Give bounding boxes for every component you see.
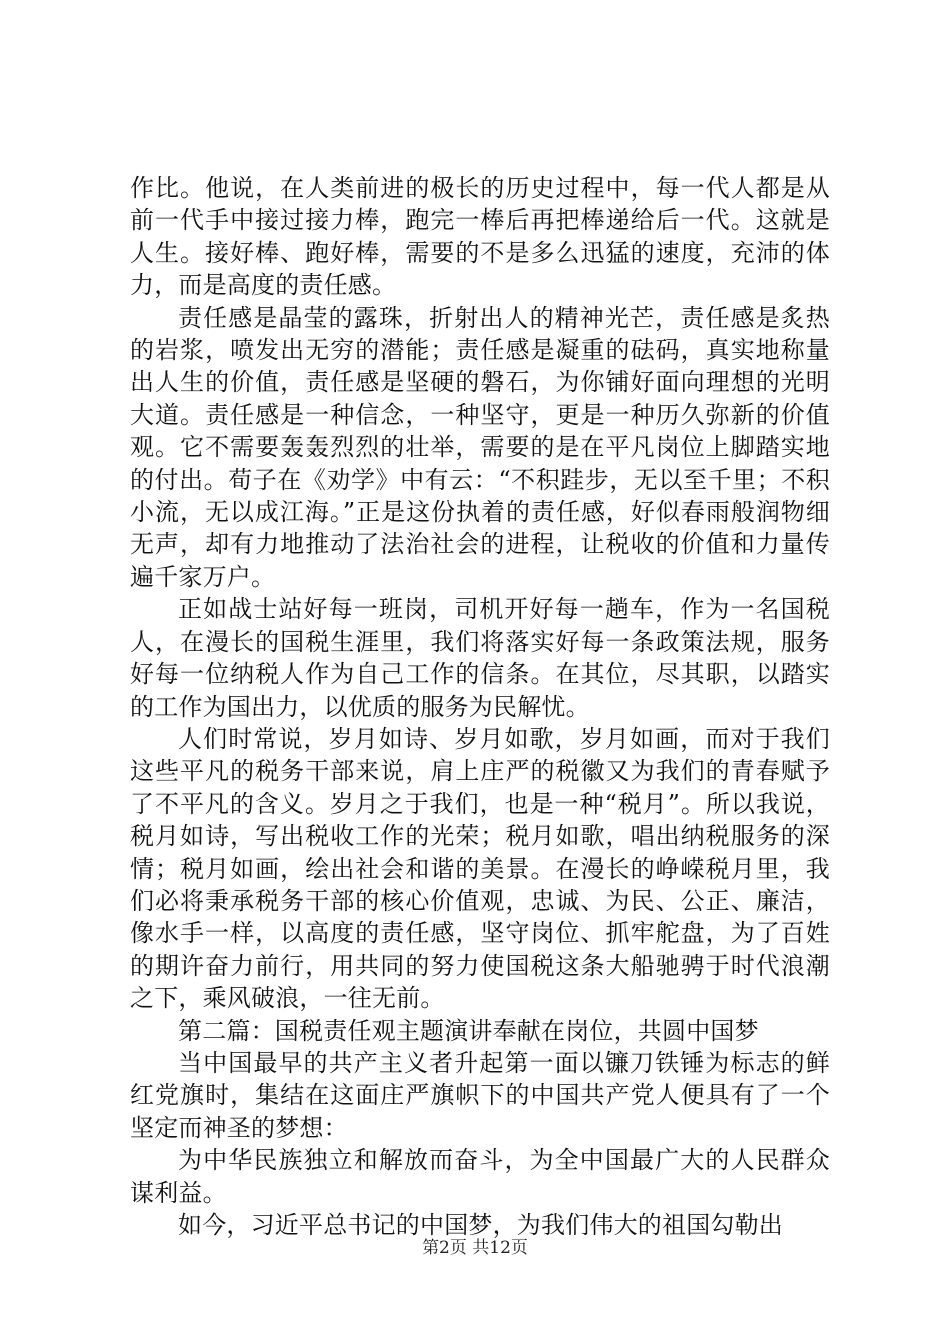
paragraph-1: 作比。他说，在人类前进的极长的历史过程中，每一代人都是从前一代手中接过接力棒，跑完一棒后再把棒递给后一代。这就是人生。接好棒、跑好棒，需要的不是多么迅猛的速度，充沛的体力，而是高度的责任感。 [130,174,830,300]
document-body [130,172,830,1241]
paragraph-5: 当中国最早的共产主义者升起第一面以镰刀铁锤为标志的鲜红党旗时，集结在这面庄严旗帜下的中国共产党人便具有了一个坚定而神圣的梦想： [130,1048,830,1142]
paragraph-7: 如今，习近平总书记的中国梦，为我们伟大的祖国勾勒出 [178,1211,783,1239]
paragraph-4: 人们时常说，岁月如诗、岁月如歌，岁月如画，而对于我们这些平凡的税务干部来说，肩上庄严的税徽又为我们的青春赋予了不平凡的含义。岁月之于我们，也是一种“税月”。所以我说，税月如诗，写出税收工作的光荣；税月如歌，唱出纳税服务的深情；税月如画，绘出社会和谐的美景。在漫长的峥嵘税月里，我们必将秉承税务干部的核心价值观，忠诚、为民、公正、廉洁，像水手一样，以高度的责任感，坚守岗位、抓牢舵盘，为了百姓的期许奋力前行，用共同的努力使国税这条大船驰骋于时代浪潮之下，乘风破浪，一往无前。 [130,724,830,1013]
section-heading: 第二篇：国税责任观主题演讲奉献在岗位，共圆中国梦 [178,1016,759,1045]
paragraph-3: 正如战士站好每一班岗，司机开好每一趟车，作为一名国税人，在漫长的国税生涯里，我们将落实好每一条政策法规，服务好每一位纳税人作为自己工作的信条。在其位，尽其职，以踏实的工作为国出力，以优质的服务为民解忧。 [130,595,830,721]
paragraph-2: 责任感是晶莹的露珠，折射出人的精神光芒，责任感是炙热的岩浆，喷发出无穷的潜能；责任感是凝重的砝码，真实地称量出人生的价值，责任感是坚硬的磐石，为你铺好面向理想的光明大道。责任感是一种信念，一种坚守，更是一种历久弥新的价值观。它不需要轰轰烈烈的壮举，需要的是在平凡岗位上脚踏实地的付出。荀子在《劝学》中有云：“不积跬步，无以至千里；不积小流，无以成江海。”正是这份执着的责任感，好似春雨般润物细无声，却有力地推动了法治社会的进程，让税收的价值和力量传遍千家万户。 [130,303,830,591]
paragraph-6: 为中华民族独立和解放而奋斗，为全中国最广大的人民群众谋利益。 [130,1146,830,1207]
page-number-footer: 第2页 共12页 [422,1238,528,1258]
